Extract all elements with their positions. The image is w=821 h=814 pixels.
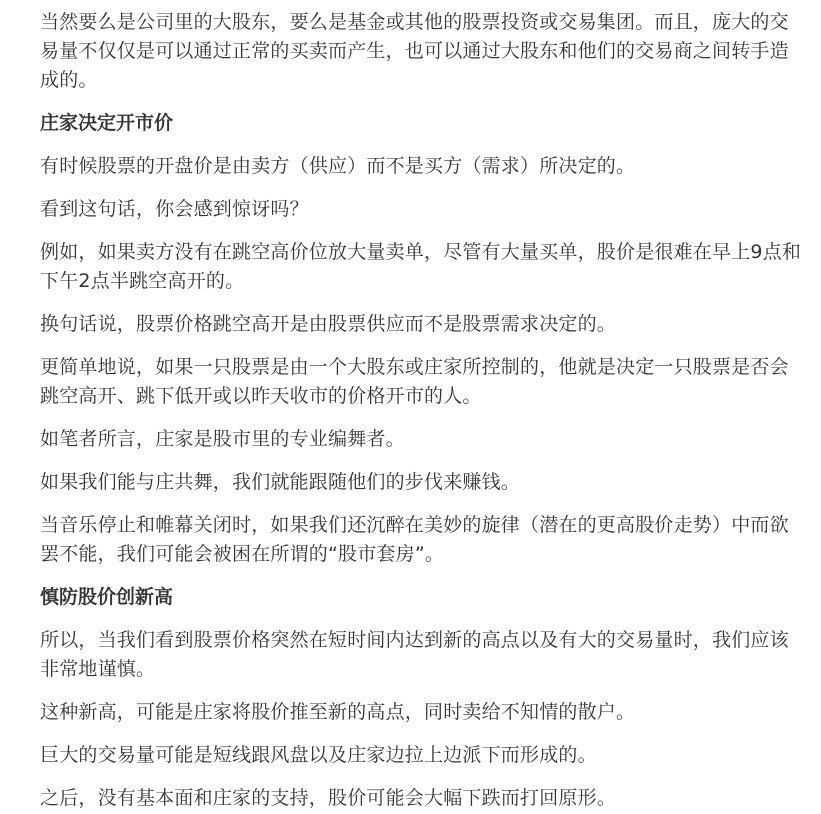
paragraph: 所以，当我们看到股票价格突然在短时间内达到新的高点以及有大的交易量时，我们应该非常地谨慎。 bbox=[40, 629, 789, 680]
paragraph: 如果我们能与庄共舞，我们就能跟随他们的步伐来赚钱。 bbox=[40, 471, 521, 493]
paragraph: 如笔者所言，庄家是股市里的专业编舞者。 bbox=[40, 428, 405, 450]
paragraph: 这种新高，可能是庄家将股价推至新的高点，同时卖给不知情的散户。 bbox=[40, 701, 636, 723]
paragraph: 巨大的交易量可能是短线跟风盘以及庄家边拉上边派下而形成的。 bbox=[40, 744, 597, 766]
paragraph: 看到这句话，你会感到惊讶吗？ bbox=[40, 198, 309, 220]
paragraph: 换句话说，股票价格跳空高开是由股票供应而不是股票需求决定的。 bbox=[40, 313, 617, 335]
paragraph: 有时候股票的开盘价是由卖方（供应）而不是买方（需求）所决定的。 bbox=[40, 155, 636, 177]
paragraph: 之后，没有基本面和庄家的支持，股价可能会大幅下跌而打回原形。 bbox=[40, 787, 617, 809]
paragraph: 当然要么是公司里的大股东，要么是基金或其他的股票投资或交易集团。而且，庞大的交易量不仅仅是可以通过正常的买卖而产生，也可以通过大股东和他们的交易商之间转手造成的。 bbox=[40, 11, 789, 91]
paragraph: 例如，如果卖方没有在跳空高价位放大量卖单，尽管有大量买单，股价是很难在早上9点和下午2点半跳空高开的。 bbox=[40, 241, 802, 292]
section-heading: 慎防股价创新高 bbox=[40, 586, 174, 608]
paragraph: 当音乐停止和帷幕关闭时，如果我们还沉醉在美妙的旋律（潜在的更高股价走势）中而欲罢不能，我们可能会被困在所谓的“股市套房”。 bbox=[40, 514, 789, 565]
paragraph: 更简单地说，如果一只股票是由一个大股东或庄家所控制的，他就是决定一只股票是否会跳空高开、跳下低开或以昨天收市的价格开市的人。 bbox=[40, 356, 789, 407]
section-heading: 庄家决定开市价 bbox=[40, 112, 174, 134]
